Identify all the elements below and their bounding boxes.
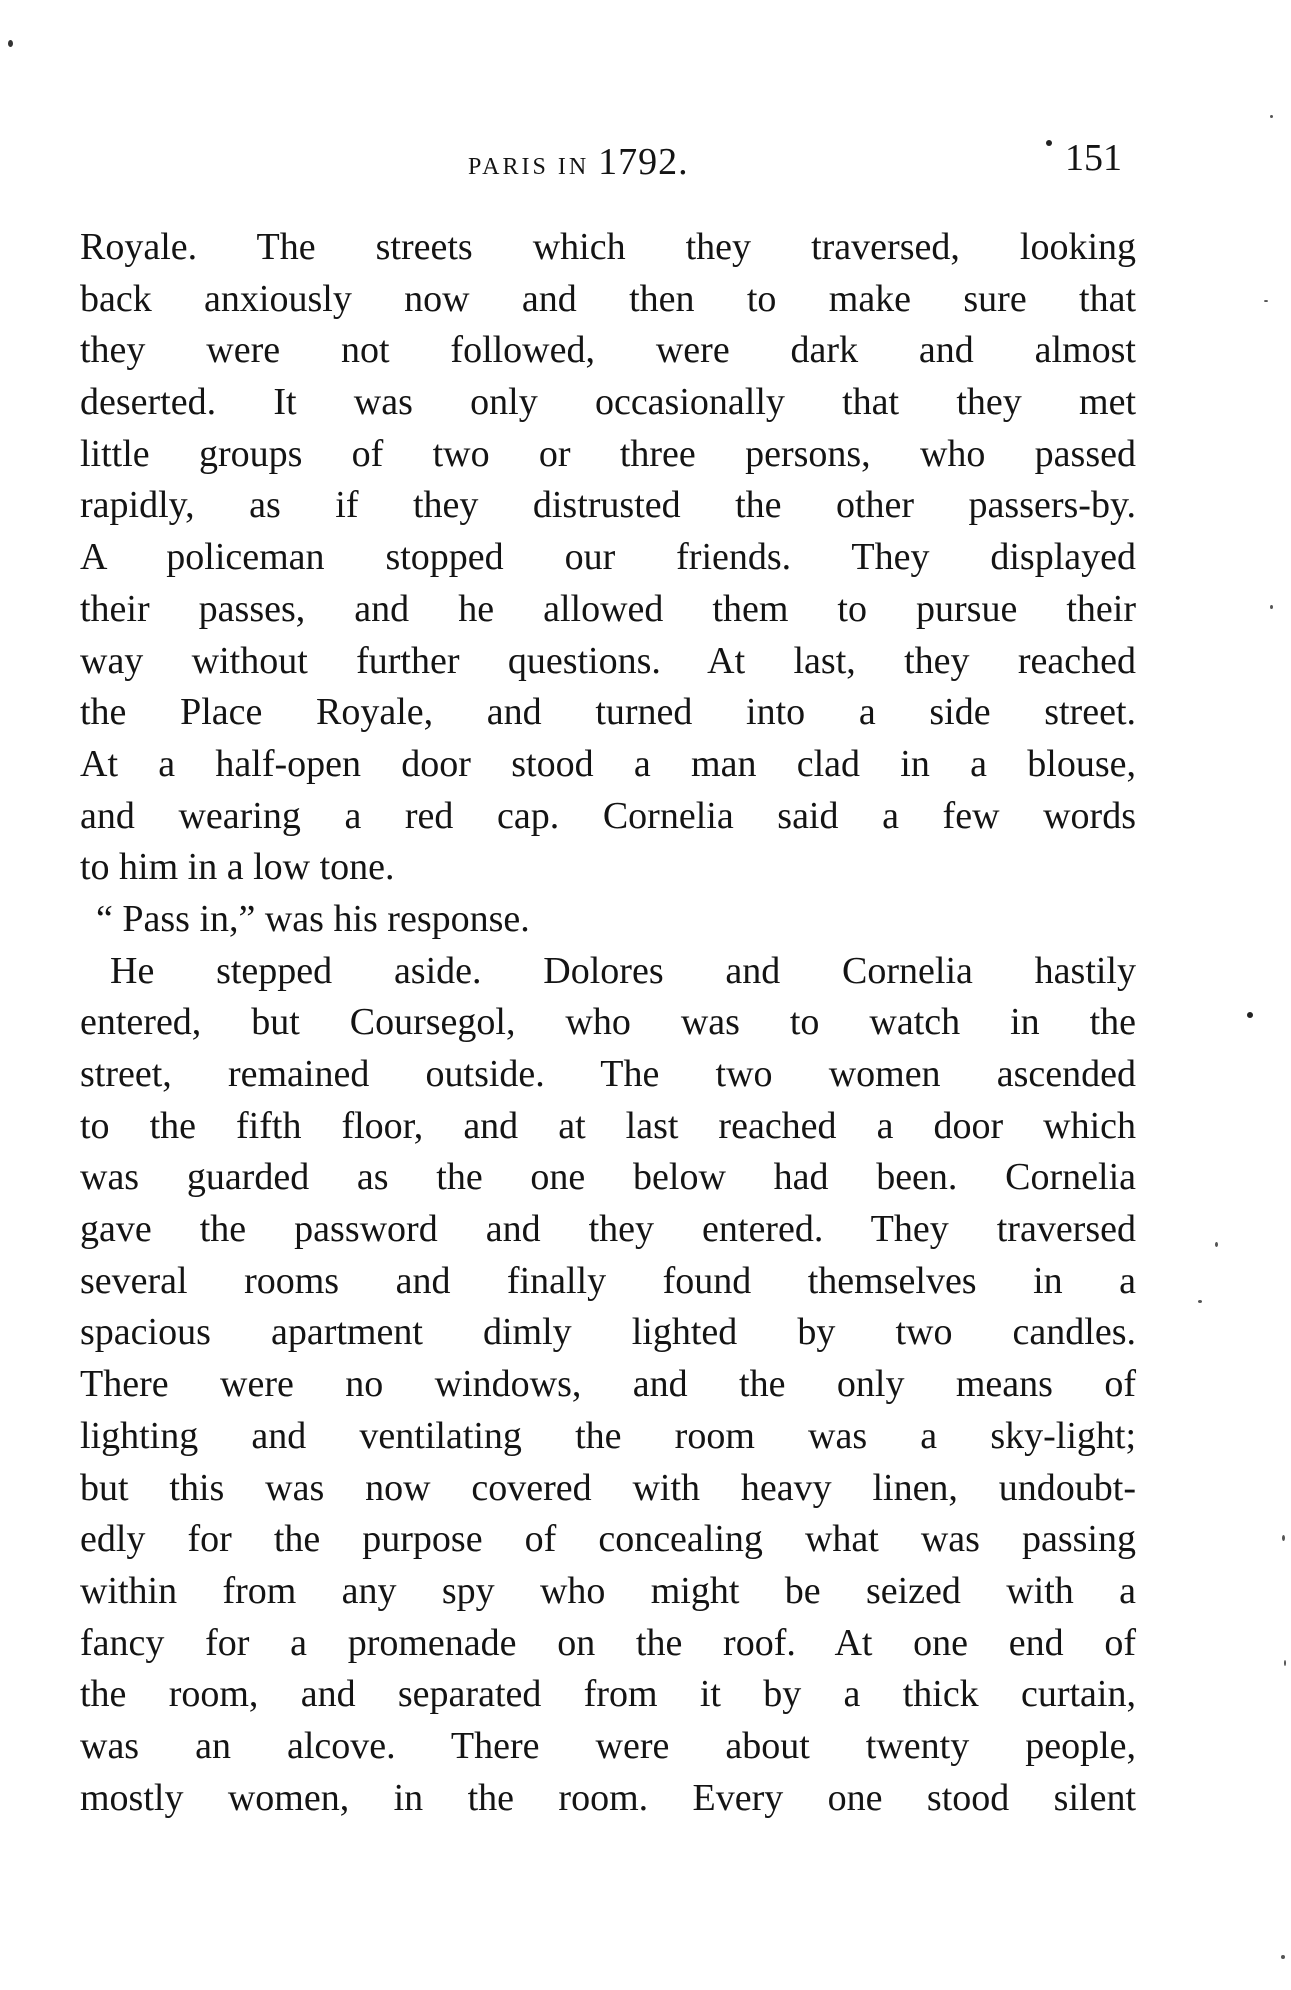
- text-line: to him in a low tone.: [80, 846, 395, 889]
- page-number: 151: [1065, 137, 1122, 179]
- text-line: There were no windows, and the only means of: [80, 1363, 1136, 1406]
- text-line: their passes, and he allowed them to pursue their: [80, 587, 1136, 630]
- scan-speck: [1270, 605, 1273, 609]
- scan-speck: [8, 40, 13, 47]
- text-line: Royale. The streets which they traversed, looking: [80, 226, 1136, 268]
- text-line: the Place Royale, and turned into a side street.: [80, 691, 1136, 734]
- text-line: entered, but Coursegol, who was to watch in the: [80, 1001, 1136, 1044]
- text-line: was an alcove. There were about twenty people,: [80, 1724, 1136, 1767]
- text-line: mostly women, in the room. Every one stood silent: [80, 1776, 1136, 1819]
- text-line: deserted. It was only occasionally that they met: [80, 381, 1136, 424]
- page-header: [440, 136, 1140, 184]
- scan-speck: [1281, 1955, 1285, 1959]
- scan-speck: [1282, 1535, 1285, 1541]
- text-line: to the fifth floor, and at last reached a door which: [80, 1104, 1136, 1147]
- text-line: but this was now covered with heavy linen, undoubt-: [80, 1466, 1136, 1509]
- scan-speck: [1264, 300, 1268, 302]
- scan-speck: [1046, 140, 1052, 146]
- text-line: way without further questions. At last, they reached: [80, 639, 1136, 682]
- text-line: the room, and separated from it by a thick curtain,: [80, 1673, 1136, 1716]
- running-head-title: PARIS IN: [468, 154, 590, 180]
- text-line: spacious apartment dimly lighted by two candles.: [80, 1311, 1136, 1354]
- text-line: lighting and ventilating the room was a sky-light;: [80, 1414, 1136, 1457]
- scan-speck: [1198, 1300, 1202, 1303]
- text-line: they were not followed, were dark and almost: [80, 329, 1136, 372]
- text-line: “ Pass in,” was his response.: [96, 897, 530, 940]
- text-line: was guarded as the one below had been. Cornelia: [80, 1156, 1136, 1199]
- body-text: [80, 222, 1136, 1824]
- text-line: several rooms and finally found themselves in a: [80, 1259, 1136, 1302]
- text-line: little groups of two or three persons, who passed: [80, 432, 1136, 475]
- text-line: At a half-open door stood a man clad in a blouse,: [80, 742, 1136, 785]
- text-line: fancy for a promenade on the roof. At one end of: [80, 1621, 1136, 1664]
- text-line: back anxiously now and then to make sure that: [80, 277, 1136, 320]
- scan-speck: [1270, 115, 1273, 118]
- scan-speck: [1284, 1660, 1286, 1666]
- text-line: street, remained outside. The two women ascended: [80, 1053, 1136, 1095]
- text-line: edly for the purpose of concealing what was passing: [80, 1518, 1136, 1561]
- text-line: and wearing a red cap. Cornelia said a few words: [80, 794, 1136, 837]
- text-line: He stepped aside. Dolores and Cornelia hastily: [110, 949, 1136, 992]
- text-line: within from any spy who might be seized with a: [80, 1569, 1136, 1612]
- text-line: A policeman stopped our friends. They displayed: [80, 536, 1136, 579]
- running-head: [468, 140, 689, 184]
- text-line: rapidly, as if they distrusted the other passers-by.: [80, 484, 1136, 527]
- text-line: gave the password and they entered. They traversed: [80, 1208, 1136, 1251]
- running-head-year: 1792.: [598, 141, 689, 183]
- scan-speck: [1247, 1012, 1253, 1018]
- scan-speck: [1215, 1242, 1218, 1247]
